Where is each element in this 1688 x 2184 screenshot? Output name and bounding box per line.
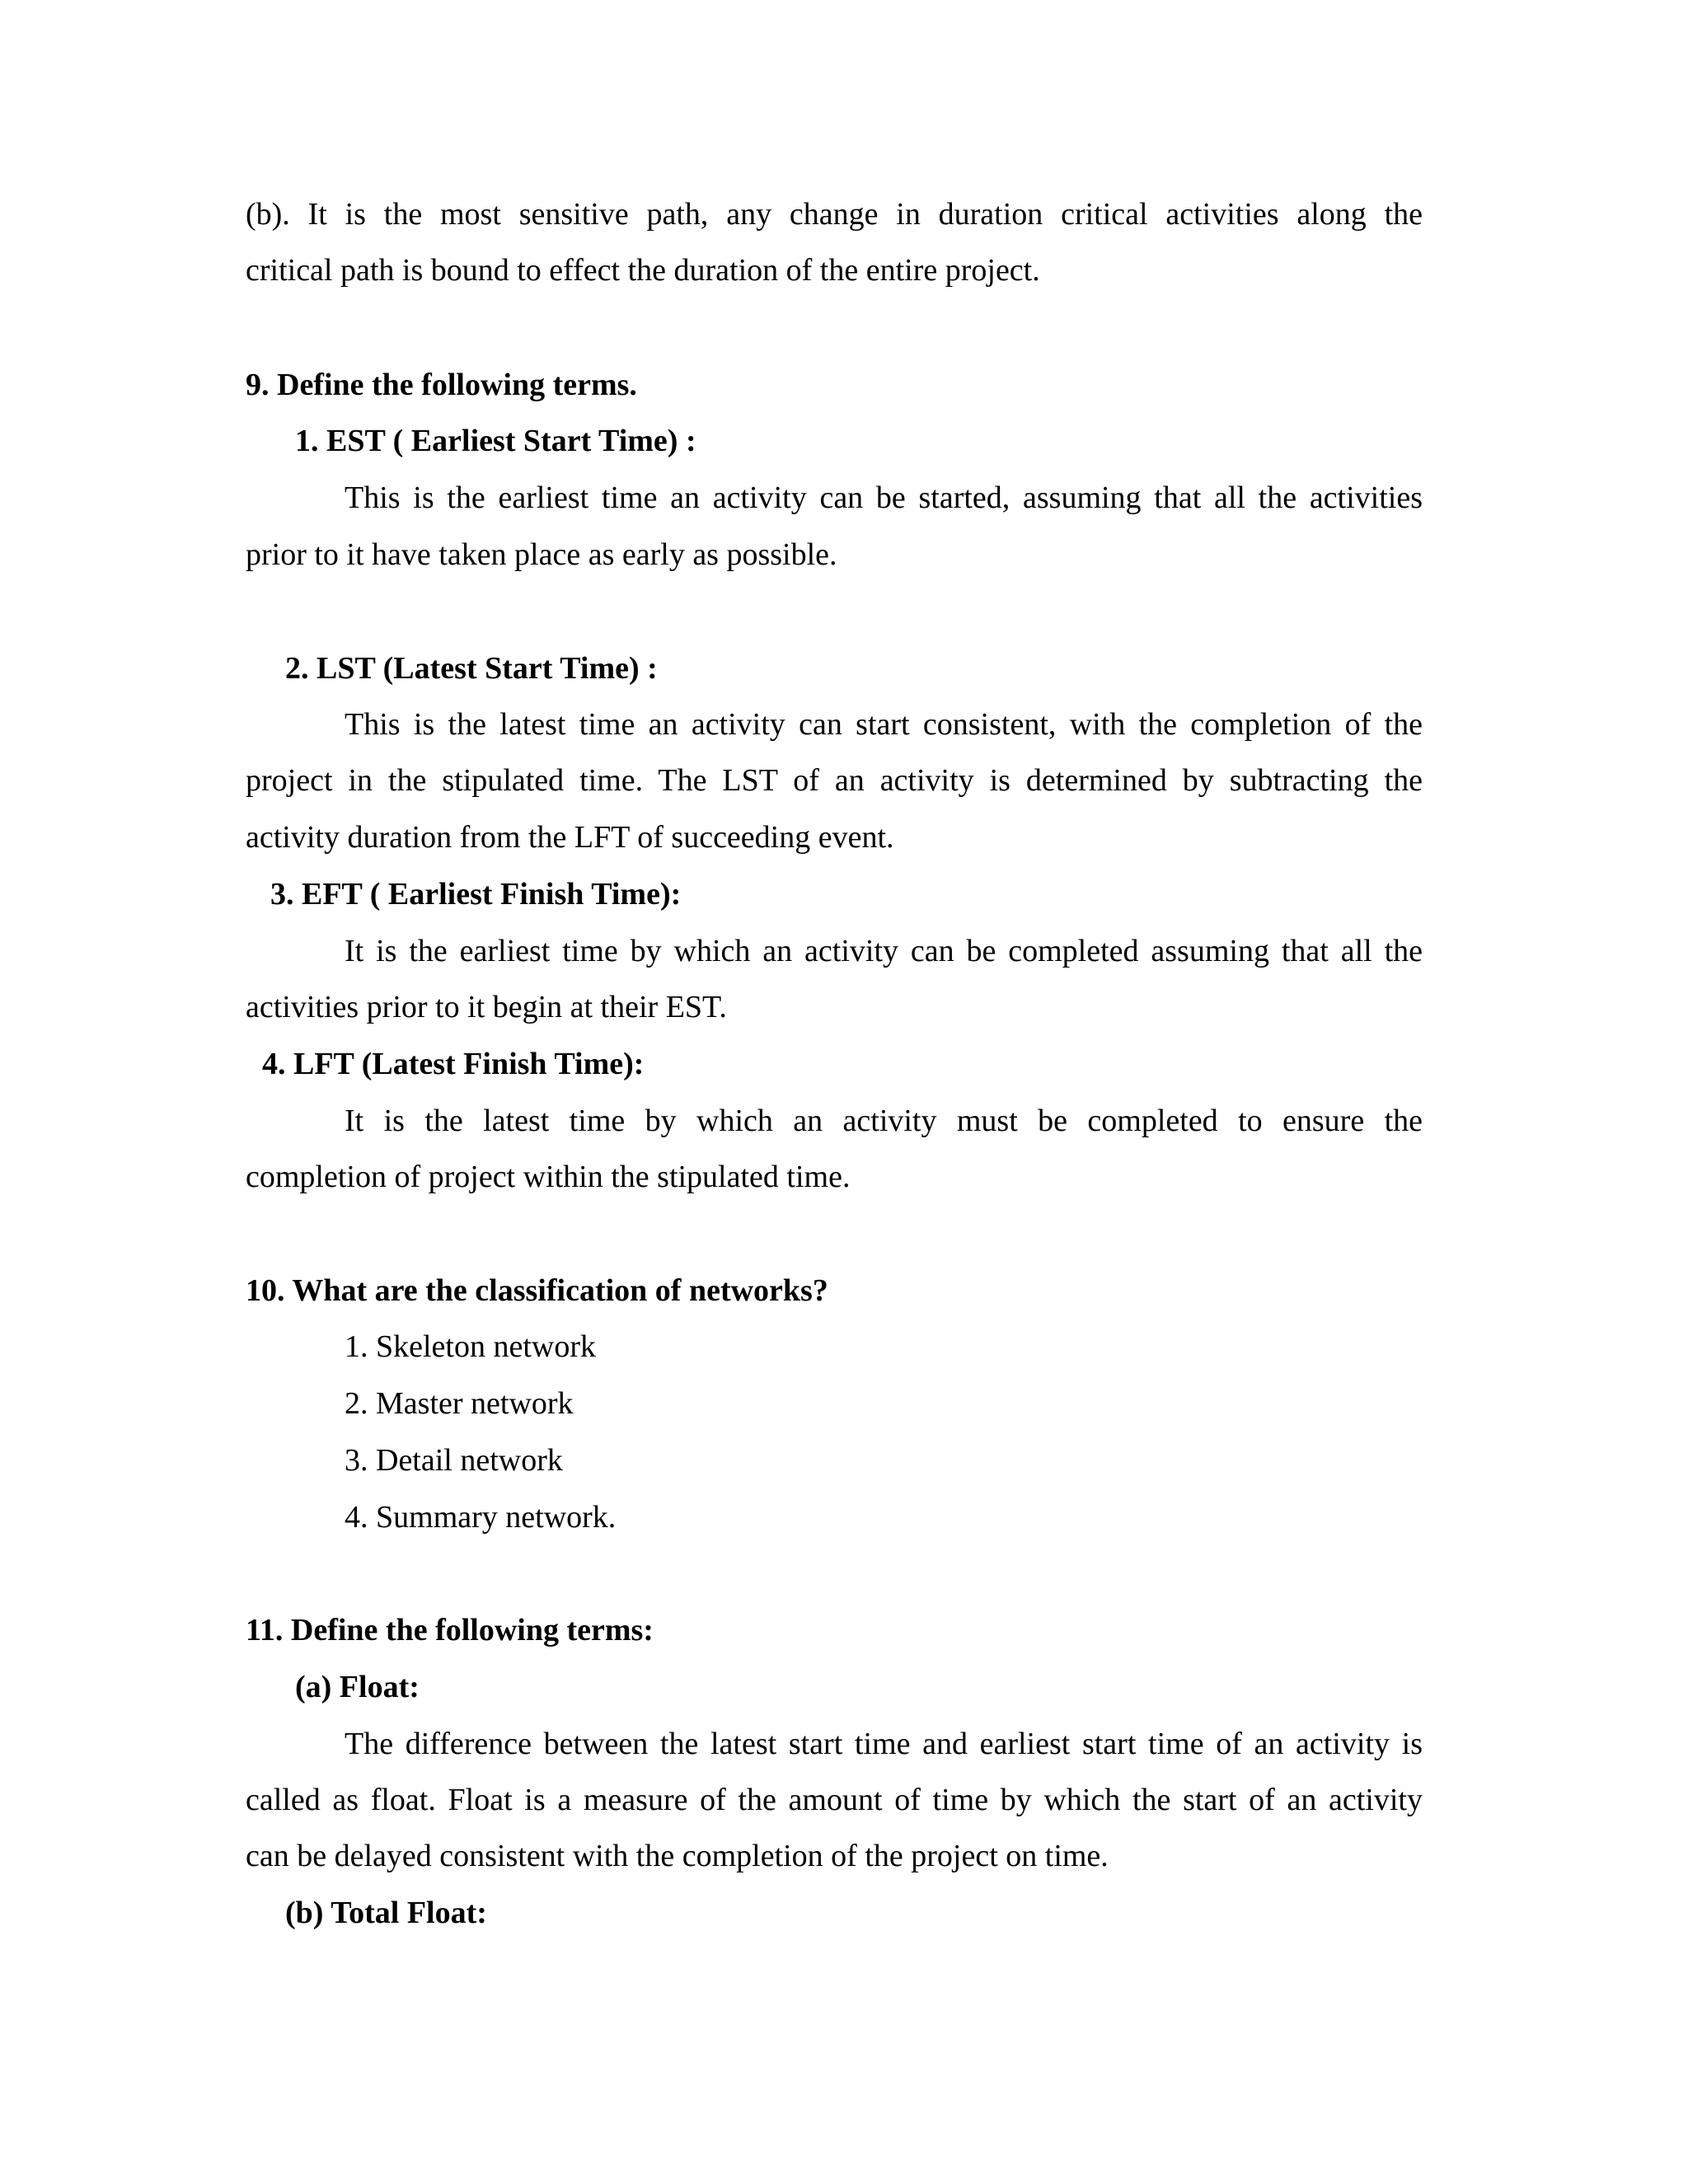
lst-line-3: activity duration from the LFT of succeeding event. [246,820,894,855]
network-list-item-2: 2. Master network [345,1386,574,1421]
eft-title: 3. EFT ( Earliest Finish Time): [270,877,682,912]
network-list-item-1: 1. Skeleton network [345,1329,597,1364]
lft-line-2: completion of project within the stipulated time. [246,1160,851,1194]
lft-line-1: It is the latest time by which an activity must be completed to ensure the [345,1104,1423,1138]
intro-line-1: (b). It is the most sensitive path, any change in duration critical activities along the [246,197,1423,232]
lst-line-1: This is the latest time an activity can start consistent, with the completion of the [345,707,1423,742]
q9-heading: 9. Define the following terms. [246,368,637,402]
total-float-title: (b) Total Float: [285,1896,487,1930]
q10-heading: 10. What are the classification of networks? [246,1273,828,1308]
float-title: (a) Float: [295,1670,420,1704]
eft-line-1: It is the earliest time by which an activity can be completed assuming that all the [345,934,1423,968]
q11-heading: 11. Define the following terms: [246,1613,654,1647]
float-line-3: can be delayed consistent with the completion of the project on time. [246,1839,1109,1873]
intro-line-2: critical path is bound to effect the duration of the entire project. [246,253,1040,288]
network-list-item-4: 4. Summary network. [345,1500,617,1535]
network-list-item-3: 3. Detail network [345,1443,563,1478]
est-title: 1. EST ( Earliest Start Time) : [295,424,696,458]
eft-line-2: activities prior to it begin at their EST. [246,990,727,1024]
lft-title: 4. LFT (Latest Finish Time): [262,1047,645,1081]
float-line-2: called as float. Float is a measure of the amount of time by which the start of an activity [246,1783,1423,1817]
lst-title: 2. LST (Latest Start Time) : [285,651,658,686]
est-line-2: prior to it have taken place as early as possible. [246,537,837,572]
float-line-1: The difference between the latest start time and earliest start time of an activity is [345,1727,1423,1761]
lst-line-2: project in the stipulated time. The LST of an activity is determined by subtracting the [246,763,1423,798]
est-line-1: This is the earliest time an activity can be started, assuming that all the activities [345,480,1423,515]
